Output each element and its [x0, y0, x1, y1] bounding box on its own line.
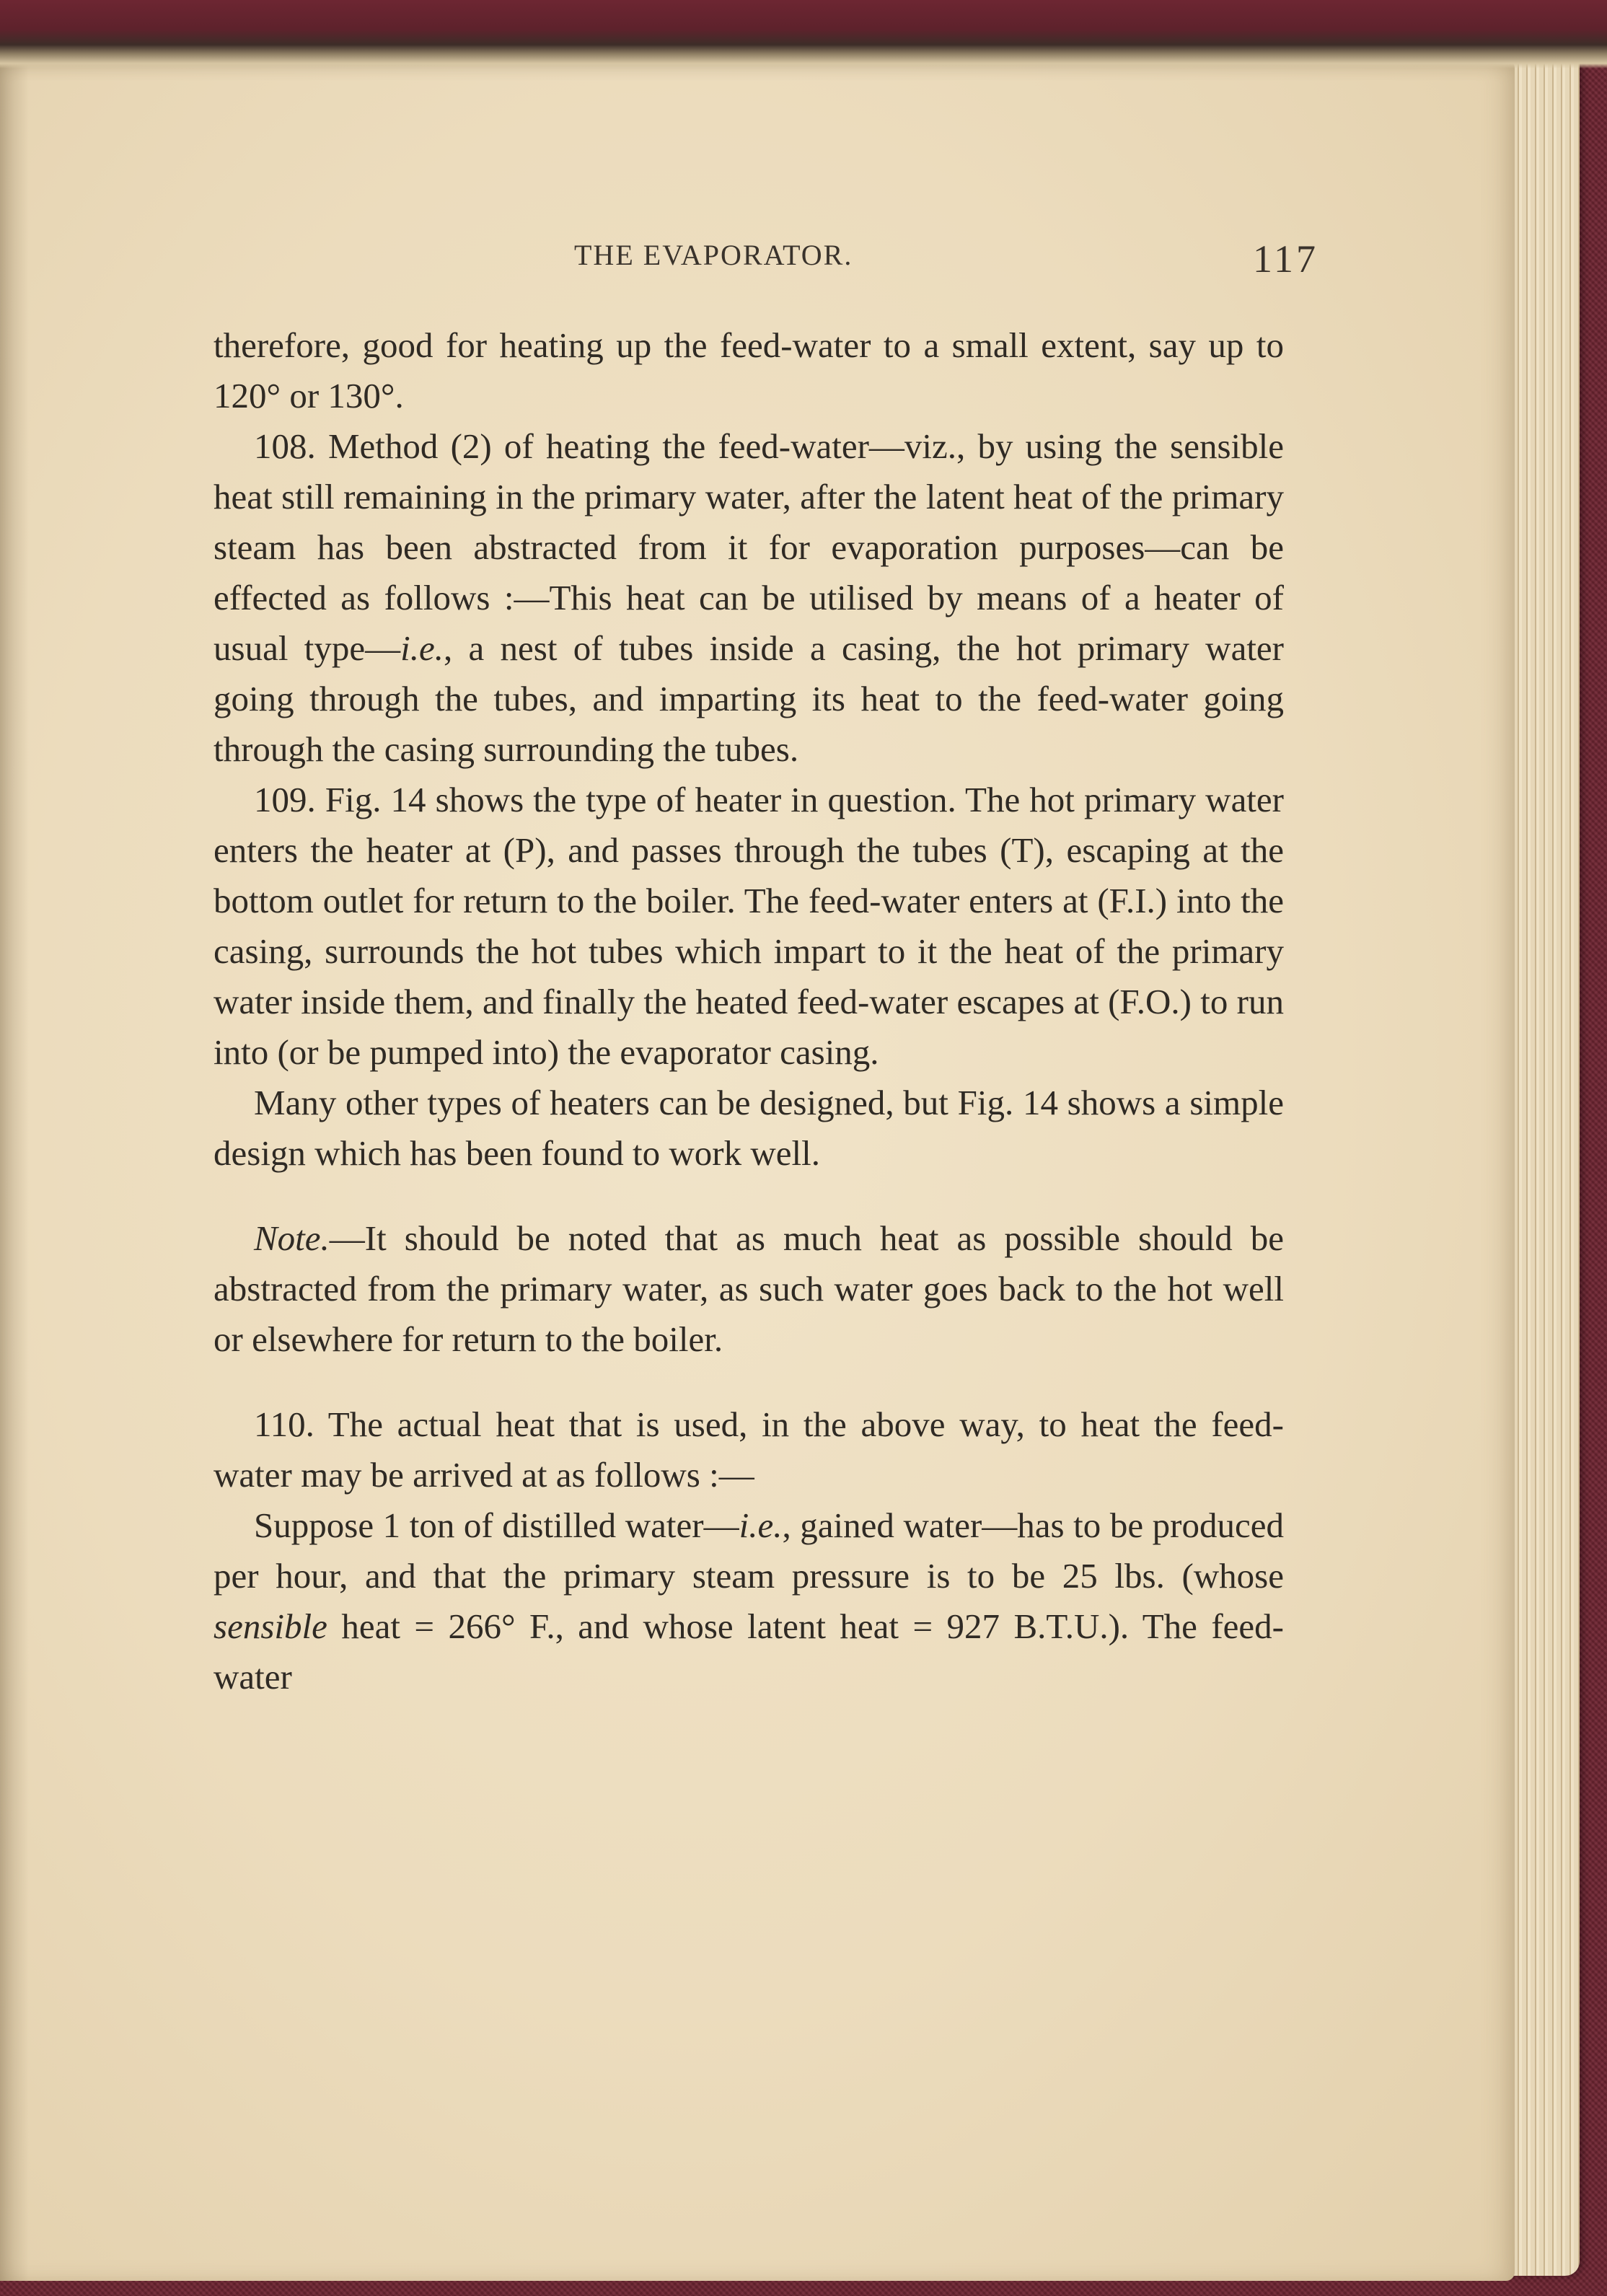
suppose-mid: , gained water—has to be produced per hour, and that the primary steam pressure is to be 25 lbs. (whose — [213, 1505, 1284, 1596]
suppose-italic-sensible: sensible — [213, 1606, 327, 1646]
paragraph-108-text: 108. Method (2) of heating the feed-water—viz., by using the sensible heat still remaining in the primary water, after the latent heat of the primary steam has been abstracted from it for evaporation purposes—can be effected as follows :—This heat can be utilised by means of a heater of usual type— — [213, 426, 1284, 668]
paragraph-108-italic: i.e. — [400, 628, 444, 668]
paragraph-108 — [213, 421, 1284, 775]
paragraph-other-types: Many other types of heaters can be designed, but Fig. 14 shows a simple design which has been found to work well. — [213, 1083, 1284, 1173]
running-head: THE EVAPORATOR. — [574, 239, 853, 271]
paragraph-suppose — [213, 1500, 1284, 1702]
paragraph-108-end: , a nest of tubes inside a casing, the hot primary water going through the tubes, and imparting its heat to the feed-water going through the casing surrounding the tubes. — [213, 628, 1284, 769]
body-text — [213, 320, 1284, 1702]
note-text: —It should be noted that as much heat as possible should be abstracted from the primary water, as such water goes back to the hot well or elsewhere for return to the boiler. — [213, 1218, 1284, 1359]
suppose-italic-ie: i.e. — [739, 1505, 783, 1545]
suppose-end: heat = 266° F., and whose latent heat = 927 B.T.U.). The feed-water — [213, 1606, 1284, 1697]
paragraph-continuation: therefore, good for heating up the feed-water to a small extent, say up to 120° or 130°. — [213, 325, 1284, 415]
note-paragraph — [213, 1213, 1284, 1365]
suppose-start: Suppose 1 ton of distilled water— — [254, 1505, 739, 1545]
paragraph-109: 109. Fig. 14 shows the type of heater in question. The hot primary water enters the heater at (P), and passes through the tubes (T), escaping at the bottom outlet for return to the boiler. The feed-water enters at (F.I.) into the casing, surrounds the hot tubes which impart to it the heat of the primary water inside them, and finally the heated feed-water escapes at (F.O.) to run into (or be pumped into) the evaporator casing. — [213, 780, 1284, 1072]
gutter-shadow — [0, 59, 29, 2281]
top-page-edge — [0, 0, 1607, 69]
paragraph-110: 110. The actual heat that is used, in the above way, to heat the feed-water may be arrived at as follows :— — [213, 1404, 1284, 1495]
page-number: 117 — [1253, 237, 1318, 281]
note-label: Note. — [254, 1218, 330, 1258]
